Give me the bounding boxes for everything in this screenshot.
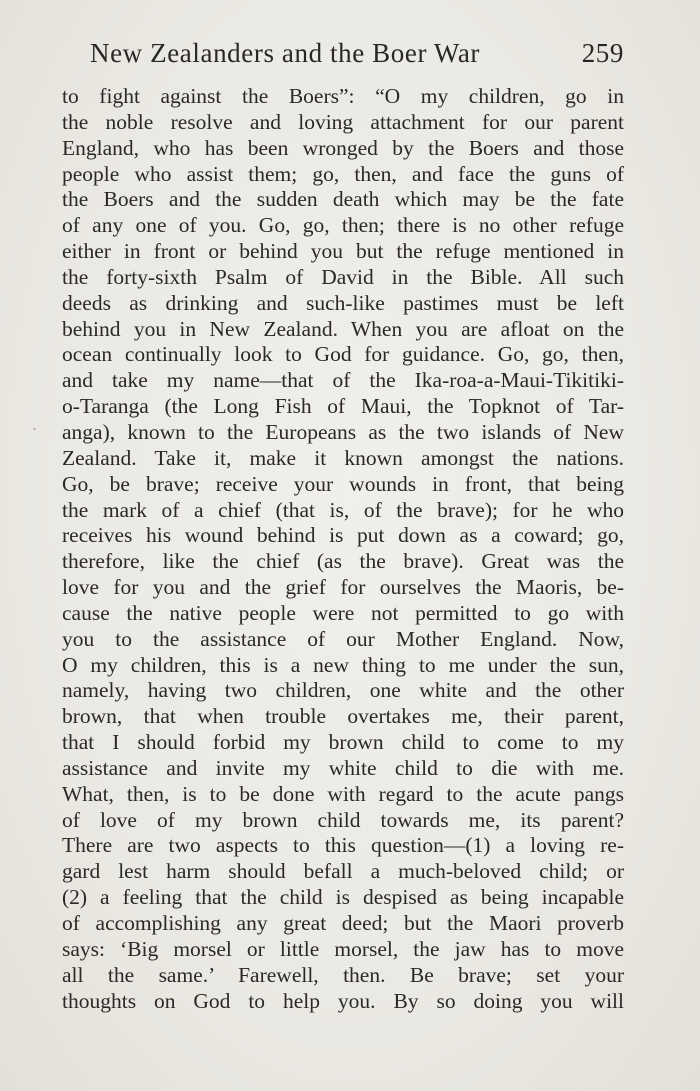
text-line: the forty-sixth Psalm of David in the Bible. All such xyxy=(62,264,624,289)
text-line: There are two aspects to this question—(1) a loving re- xyxy=(62,833,624,858)
running-head xyxy=(90,38,630,72)
text-line: namely, having two children, one white and the other xyxy=(62,678,624,703)
text-line: behind you in New Zealand. When you are afloat on the xyxy=(62,316,624,341)
text-line: brown, that when trouble overtakes me, their parent, xyxy=(62,704,624,729)
text-line: of accomplishing any great deed; but the Maori proverb xyxy=(62,911,624,935)
text-line: assistance and invite my white child to die with me. xyxy=(62,755,624,780)
text-line: gard lest harm should befall a much-beloved child; or xyxy=(62,859,624,884)
text-line: Go, be brave; receive your wounds in front, that being xyxy=(62,471,624,496)
text-line: O my children, this is a new thing to me under the sun, xyxy=(62,652,624,677)
text-line: o-Taranga (the Long Fish of Maui, the Topknot of Tar- xyxy=(62,394,624,419)
text-line: either in front or behind you but the refuge mentioned in xyxy=(62,239,624,264)
text-line: people who assist them; go, then, and face the guns of xyxy=(62,161,624,186)
text-line: says: ‘Big morsel or little morsel, the jaw has to move xyxy=(62,936,624,961)
text-line: the Boers and the sudden death which may be the fate xyxy=(62,187,624,212)
chapter-title: New Zealanders and the Boer War xyxy=(90,38,481,68)
text-line: Zealand. Take it, make it known amongst the nations. xyxy=(62,445,624,470)
text-line: receives his wound behind is put down as a coward; go, xyxy=(62,523,624,548)
text-line: love for you and the grief for ourselves the Maoris, be- xyxy=(62,575,624,600)
text-line: the noble resolve and loving attachment for our parent xyxy=(62,109,624,134)
text-line: ocean continually look to God for guidance. Go, go, then, xyxy=(62,342,624,367)
text-line: to fight against the Boers”: “O my children, go in xyxy=(62,84,624,108)
text-line: thoughts on God to help you. By so doing you will xyxy=(62,988,624,1013)
text-line: England, who has been wronged by the Boers and those xyxy=(62,135,624,160)
text-line: you to the assistance of our Mother England. Now, xyxy=(62,626,624,651)
text-line: the mark of a chief (that is, of the brave); for he who xyxy=(62,497,624,522)
text-line: that I should forbid my brown child to come to my xyxy=(62,730,624,755)
text-line: all the same.’ Farewell, then. Be brave; set your xyxy=(62,962,624,987)
page-number: 259 xyxy=(581,38,624,68)
text-line: of any one of you. Go, go, then; there is no other refuge xyxy=(62,213,624,238)
body-text xyxy=(62,84,624,1014)
text-line: anga), known to the Europeans as the two islands of New xyxy=(62,419,624,444)
text-line: therefore, like the chief (as the brave). Great was the xyxy=(62,549,624,574)
paper-speck xyxy=(33,428,36,430)
text-line: (2) a feeling that the child is despised as being incapable xyxy=(62,885,624,910)
text-line: of love of my brown child towards me, its parent? xyxy=(62,807,624,832)
text-line: and take my name—that of the Ika-roa-a-Maui-Tikitiki- xyxy=(62,368,624,393)
text-line: cause the native people were not permitted to go with xyxy=(62,600,624,625)
text-line: What, then, is to be done with regard to the acute pangs xyxy=(62,781,624,806)
text-line: deeds as drinking and such-like pastimes must be left xyxy=(62,290,624,315)
